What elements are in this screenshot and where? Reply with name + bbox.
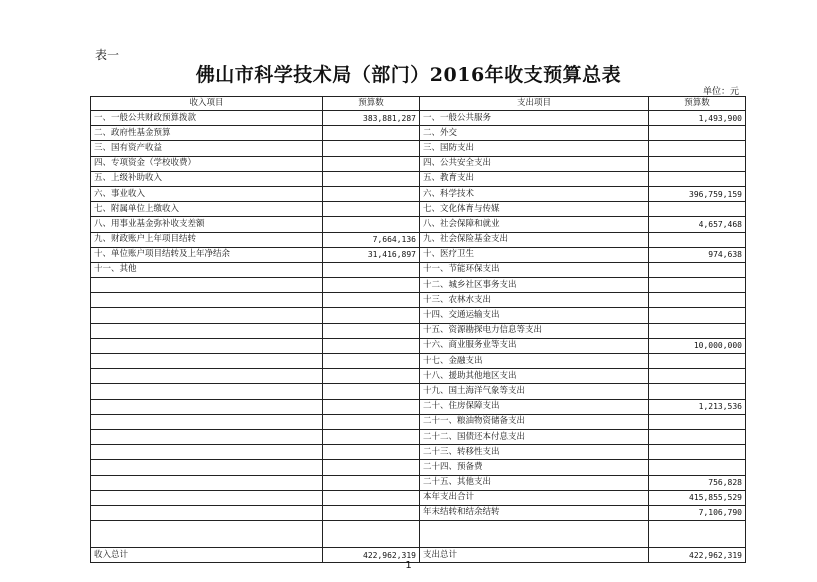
income-amount-cell	[323, 293, 420, 308]
expense-amount-cell	[649, 262, 746, 277]
income-amount-cell	[323, 308, 420, 323]
expense-item-cell: 十一、节能环保支出	[420, 262, 649, 277]
income-amount-cell	[323, 505, 420, 520]
expense-item-cell: 二十四、预备费	[420, 460, 649, 475]
table-row	[91, 445, 746, 460]
income-item-cell	[91, 429, 323, 444]
expense-item-cell: 八、社会保障和就业	[420, 217, 649, 232]
income-amount-cell	[323, 429, 420, 444]
header-expense-amount: 预算数	[649, 97, 746, 111]
expense-item-cell: 二十二、国债还本付息支出	[420, 429, 649, 444]
income-amount-cell	[323, 323, 420, 338]
expense-item-cell: 二十一、粮油物资储备支出	[420, 414, 649, 429]
income-amount-cell	[323, 156, 420, 171]
table-row	[91, 171, 746, 186]
expense-amount-cell	[649, 445, 746, 460]
table-row	[91, 278, 746, 293]
income-amount-cell	[323, 217, 420, 232]
income-item-cell	[91, 354, 323, 369]
expense-item-cell: 十九、国土海洋气象等支出	[420, 384, 649, 399]
table-row	[91, 475, 746, 490]
income-amount-cell: 31,416,897	[323, 247, 420, 262]
income-amount-cell	[323, 445, 420, 460]
table-row	[91, 384, 746, 399]
expense-amount-cell: 7,106,790	[649, 505, 746, 520]
income-item-cell	[91, 293, 323, 308]
expense-amount-cell: 4,657,468	[649, 217, 746, 232]
table-row	[91, 308, 746, 323]
table-row	[91, 490, 746, 505]
income-item-cell	[91, 369, 323, 384]
income-amount-cell	[323, 278, 420, 293]
income-amount-cell	[323, 354, 420, 369]
expense-item-cell: 十四、交通运输支出	[420, 308, 649, 323]
expense-item-cell: 年末结转和结余结转	[420, 505, 649, 520]
expense-amount-cell: 756,828	[649, 475, 746, 490]
income-amount-cell	[323, 126, 420, 141]
unit-label: 单位：元	[702, 87, 739, 97]
income-item-cell: 四、专项资金（学校收费）	[91, 156, 323, 171]
expense-item-cell: 二十、住房保障支出	[420, 399, 649, 414]
income-amount-cell	[323, 369, 420, 384]
document-label: 表一	[95, 48, 120, 62]
expense-amount-cell	[649, 460, 746, 475]
expense-item-cell: 四、公共安全支出	[420, 156, 649, 171]
income-item-cell: 八、用事业基金弥补收支差额	[91, 217, 323, 232]
income-item-cell: 二、政府性基金预算	[91, 126, 323, 141]
table-row	[91, 186, 746, 201]
table-row	[91, 247, 746, 262]
expense-amount-cell	[649, 429, 746, 444]
expense-item-cell: 十七、金融支出	[420, 354, 649, 369]
page-title: 佛山市科学技术局（部门）2016年收支预算总表	[195, 64, 622, 86]
income-amount-cell	[323, 262, 420, 277]
expense-amount-cell: 396,759,159	[649, 186, 746, 201]
table-row	[91, 414, 746, 429]
table-row	[91, 126, 746, 141]
table-row	[91, 217, 746, 232]
expense-amount-cell	[649, 354, 746, 369]
income-amount-cell	[323, 475, 420, 490]
expense-amount-cell	[649, 384, 746, 399]
income-item-cell	[91, 323, 323, 338]
expense-item-cell: 十三、农林水支出	[420, 293, 649, 308]
table-body	[91, 111, 746, 521]
expense-item-cell: 本年支出合计	[420, 490, 649, 505]
income-item-cell	[91, 384, 323, 399]
income-item-cell	[91, 460, 323, 475]
expense-item-cell: 三、国防支出	[420, 141, 649, 156]
table-row	[91, 460, 746, 475]
income-amount-cell	[323, 384, 420, 399]
expense-item-cell: 十、医疗卫生	[420, 247, 649, 262]
table-row	[91, 293, 746, 308]
table-row	[91, 399, 746, 414]
income-item-cell	[91, 414, 323, 429]
expense-amount-cell: 10,000,000	[649, 338, 746, 353]
income-item-cell: 五、上级补助收入	[91, 171, 323, 186]
income-item-cell	[91, 475, 323, 490]
expense-item-cell: 五、教育支出	[420, 171, 649, 186]
table-row	[91, 262, 746, 277]
expense-amount-cell: 1,493,900	[649, 111, 746, 126]
table-row	[91, 354, 746, 369]
income-amount-cell	[323, 186, 420, 201]
expense-item-cell: 九、社会保险基金支出	[420, 232, 649, 247]
income-amount-cell	[323, 414, 420, 429]
table-row	[91, 323, 746, 338]
expense-amount-cell	[649, 126, 746, 141]
expense-amount-cell: 974,638	[649, 247, 746, 262]
income-amount-cell	[323, 399, 420, 414]
income-amount-cell	[323, 338, 420, 353]
expense-amount-cell	[649, 369, 746, 384]
expense-item-cell: 六、科学技术	[420, 186, 649, 201]
expense-amount-cell	[649, 323, 746, 338]
income-item-cell	[91, 505, 323, 520]
income-item-cell	[91, 445, 323, 460]
expense-amount-cell	[649, 202, 746, 217]
income-amount-cell	[323, 490, 420, 505]
expense-amount-cell: 415,855,529	[649, 490, 746, 505]
table-spacer-row	[91, 521, 746, 548]
expense-amount-cell	[649, 141, 746, 156]
expense-item-cell: 二十三、转移性支出	[420, 445, 649, 460]
expense-total-label: 支出总计	[420, 548, 649, 563]
income-item-cell: 九、财政账户上年项目结转	[91, 232, 323, 247]
header-income-amount: 预算数	[323, 97, 420, 111]
table-row	[91, 429, 746, 444]
table-row	[91, 338, 746, 353]
expense-item-cell: 二、外交	[420, 126, 649, 141]
expense-item-cell: 十二、城乡社区事务支出	[420, 278, 649, 293]
income-amount-cell	[323, 460, 420, 475]
income-item-cell	[91, 338, 323, 353]
table-row	[91, 202, 746, 217]
table-row	[91, 156, 746, 171]
expense-item-cell: 二十五、其他支出	[420, 475, 649, 490]
expense-item-cell: 十六、商业服务业等支出	[420, 338, 649, 353]
expense-amount-cell	[649, 414, 746, 429]
expense-total-amount: 422,962,319	[649, 548, 746, 563]
income-amount-cell: 383,881,287	[323, 111, 420, 126]
expense-amount-cell	[649, 308, 746, 323]
expense-item-cell: 十八、援助其他地区支出	[420, 369, 649, 384]
expense-item-cell: 七、文化体育与传媒	[420, 202, 649, 217]
table-row	[91, 232, 746, 247]
income-item-cell: 六、事业收入	[91, 186, 323, 201]
header-expense-item: 支出项目	[420, 97, 649, 111]
income-amount-cell	[323, 202, 420, 217]
income-item-cell: 三、国有资产收益	[91, 141, 323, 156]
income-total-label: 收入总计	[91, 548, 323, 563]
income-item-cell	[91, 308, 323, 323]
income-amount-cell	[323, 171, 420, 186]
income-item-cell	[91, 278, 323, 293]
income-item-cell: 十、单位账户项目结转及上年净结余	[91, 247, 323, 262]
budget-table	[90, 96, 746, 563]
table-row	[91, 111, 746, 126]
income-item-cell: 七、附属单位上缴收入	[91, 202, 323, 217]
expense-amount-cell	[649, 232, 746, 247]
expense-item-cell: 一、一般公共服务	[420, 111, 649, 126]
expense-amount-cell	[649, 278, 746, 293]
income-item-cell: 一、一般公共财政预算拨款	[91, 111, 323, 126]
table-header-row	[91, 97, 746, 111]
income-total-amount: 422,962,319	[323, 548, 420, 563]
page-number: 1	[405, 560, 412, 571]
expense-amount-cell: 1,213,536	[649, 399, 746, 414]
table-row	[91, 141, 746, 156]
expense-amount-cell	[649, 293, 746, 308]
expense-amount-cell	[649, 171, 746, 186]
table-row	[91, 369, 746, 384]
table-row	[91, 505, 746, 520]
income-item-cell	[91, 399, 323, 414]
income-amount-cell: 7,664,136	[323, 232, 420, 247]
header-income-item: 收入项目	[91, 97, 323, 111]
expense-amount-cell	[649, 156, 746, 171]
expense-item-cell: 十五、资源勘探电力信息等支出	[420, 323, 649, 338]
income-amount-cell	[323, 141, 420, 156]
income-item-cell	[91, 490, 323, 505]
income-item-cell: 十一、其他	[91, 262, 323, 277]
